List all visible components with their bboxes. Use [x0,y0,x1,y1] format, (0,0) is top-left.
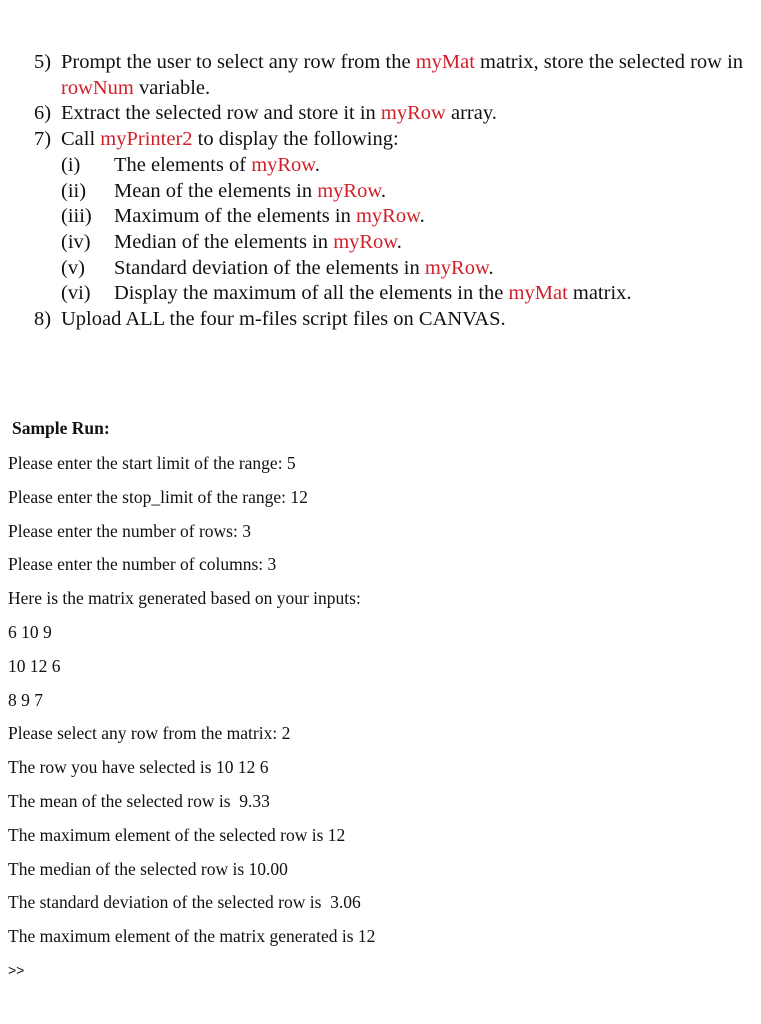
console-prompt: >> [8,961,25,978]
step-item [34,127,756,153]
sub-step-text [114,179,386,205]
sub-step-text-fragment: . [419,205,425,228]
step-text [61,307,756,333]
step-text-fragment: Upload ALL the four m-files script files on CANVAS. [61,308,506,331]
sub-step-text-fragment: . [314,153,320,176]
code-identifier: myRow [333,230,397,253]
sub-step-text-fragment: . [396,230,402,253]
sub-step-number: (iv) [61,230,91,253]
step-text-fragment: variable. [133,76,211,99]
step-item [34,307,756,333]
console-line: The standard deviation of the selected row is 3.06 [8,892,361,913]
code-identifier: myRow [380,102,446,125]
step-number: 8) [34,308,52,331]
console-line: Please enter the start limit of the range: 5 [8,453,296,473]
step-text [61,101,756,127]
console-line: The maximum element of the matrix generated is 12 [8,926,376,947]
sub-step-text-fragment: . [380,179,386,202]
console-line: Please enter the number of columns: 3 [8,554,277,575]
sub-step-text [114,256,494,282]
sub-step-text-fragment: Median of the elements in [114,230,334,253]
step-text-fragment: matrix, store the selected row in [474,51,744,73]
sub-step-text-fragment: Maximum of the elements in [114,205,356,228]
code-identifier: myRow [424,256,489,279]
sub-step-text [114,153,320,179]
sub-step-text [114,281,632,307]
sub-step-text [114,204,425,230]
step-number: 5) [34,51,52,73]
code-identifier: myRow [317,179,381,202]
sub-step-item [34,230,756,256]
sub-step-number: (i) [61,153,81,176]
console-line: 6 10 9 [8,621,52,642]
step-text-fragment: Prompt the user to select any row from the [61,51,416,73]
code-identifier: myRow [251,153,315,176]
sub-step-item [34,153,756,179]
sub-step-number: (vi) [61,282,91,305]
code-identifier: myMat [508,282,568,305]
step-text-fragment: Call [61,128,101,151]
sub-step-text-fragment: matrix. [567,282,632,305]
console-line: Please enter the number of rows: 3 [8,520,251,541]
code-identifier: rowNum [61,76,134,99]
sub-step-number: (v) [61,256,85,279]
step-number: 6) [34,102,52,125]
sub-step-text-fragment: . [488,256,494,279]
step-text-fragment: Extract the selected row and store it in [61,102,381,125]
step-text [61,50,756,101]
console-line: The median of the selected row is 10.00 [8,858,288,879]
sub-step-number: (ii) [61,179,87,202]
step-text-fragment: to display the following: [192,128,399,151]
code-identifier: myMat [415,51,475,73]
code-identifier: myRow [355,205,420,228]
sample-run-heading: Sample Run: [12,418,110,438]
step-number: 7) [34,128,52,151]
console-line: 8 9 7 [8,689,43,710]
instruction-list [34,50,756,333]
sub-step-text-fragment: The elements of [114,153,252,176]
sub-step-number: (iii) [61,205,92,228]
sub-step-text-fragment: Mean of the elements in [114,179,318,202]
console-line: Please enter the stop_limit of the range: 12 [8,486,308,507]
step-item [34,50,756,101]
sample-run-output [8,452,375,993]
step-text [61,127,756,153]
code-identifier: myPrinter2 [100,128,193,151]
step-text-fragment: array. [445,102,497,125]
sub-step-text [114,230,402,256]
sub-step-text-fragment: Standard deviation of the elements in [114,256,425,279]
console-line: Please select any row from the matrix: 2 [8,723,291,744]
console-line: 10 12 6 [8,655,61,676]
sub-step-text-fragment: Display the maximum of all the elements in the [114,282,509,305]
console-line: The mean of the selected row is 9.33 [8,790,270,811]
sub-step-item [34,256,756,282]
console-line: Here is the matrix generated based on your inputs: [8,588,361,609]
console-line: The maximum element of the selected row is 12 [8,824,346,845]
sub-step-item [34,281,756,307]
sub-step-item [34,179,756,205]
sub-step-item [34,204,756,230]
console-line: The row you have selected is 10 12 6 [8,757,269,778]
step-item [34,101,756,127]
